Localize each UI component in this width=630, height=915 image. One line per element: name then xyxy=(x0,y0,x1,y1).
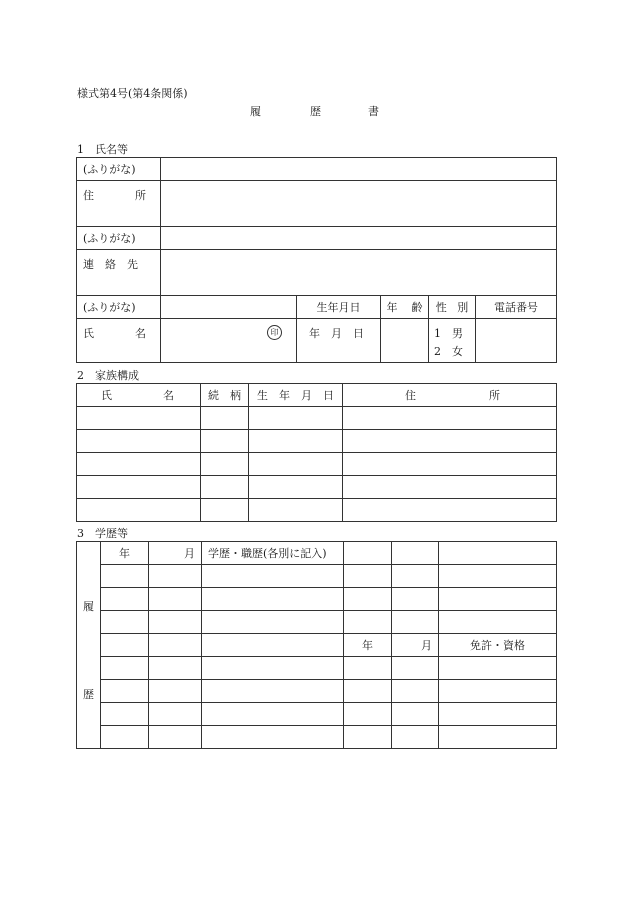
phone-field[interactable] xyxy=(476,319,557,363)
history-col-year: 年 xyxy=(101,542,149,565)
family-row xyxy=(77,476,557,499)
address-label-b: 所 xyxy=(135,189,146,202)
seal-icon: 印 xyxy=(267,325,282,340)
history-row xyxy=(77,680,557,703)
sex-option-male: 1 男 xyxy=(434,327,463,340)
address-field[interactable] xyxy=(161,181,557,227)
furigana-field-3[interactable] xyxy=(161,296,297,319)
family-col-relation: 続 柄 xyxy=(201,384,249,407)
birthdate-field[interactable]: 年 月 日 xyxy=(297,319,381,363)
section3-heading: 3 学歴等 xyxy=(77,527,128,540)
title-char-3: 書 xyxy=(368,105,379,118)
personal-info-table xyxy=(76,157,557,363)
furigana-name-field[interactable] xyxy=(161,158,557,181)
license-col-month: 月 xyxy=(392,634,439,657)
license-col-header: 免許・資格 xyxy=(439,634,557,657)
name-label xyxy=(83,325,160,341)
license-col-year: 年 xyxy=(344,634,392,657)
history-row xyxy=(77,726,557,749)
family-row xyxy=(77,407,557,430)
address-label xyxy=(83,187,160,203)
title-char-1: 履 xyxy=(250,105,261,118)
family-col-address-b: 所 xyxy=(489,389,500,402)
section1-heading: 1 氏名等 xyxy=(77,143,128,156)
address-label-a: 住 xyxy=(83,189,94,202)
sex-field[interactable] xyxy=(429,319,476,363)
history-row xyxy=(77,611,557,634)
age-field[interactable] xyxy=(381,319,429,363)
side-label-a: 履 xyxy=(83,600,94,613)
contact-field[interactable] xyxy=(161,250,557,296)
sex-option-female: 2 女 xyxy=(434,345,463,358)
family-col-name-b: 名 xyxy=(163,389,174,402)
family-row xyxy=(77,430,557,453)
history-row xyxy=(77,588,557,611)
history-row xyxy=(77,565,557,588)
form-number: 様式第4号(第4条関係) xyxy=(77,87,188,100)
name-label-b: 名 xyxy=(135,327,146,340)
family-row xyxy=(77,453,557,476)
name-field[interactable] xyxy=(161,319,297,363)
family-col-birthdate: 生 年 月 日 xyxy=(249,384,343,407)
name-label-a: 氏 xyxy=(83,327,94,340)
furigana-label-3: (ふりがな) xyxy=(77,296,161,319)
history-side-label xyxy=(77,542,101,749)
side-label-b: 歴 xyxy=(83,688,94,701)
sex-header-a: 性 xyxy=(435,301,447,314)
phone-header: 電話番号 xyxy=(476,296,557,319)
family-table xyxy=(76,383,557,522)
age-header-b: 齢 xyxy=(411,301,423,314)
contact-label: 連 絡 先 xyxy=(77,250,161,296)
family-col-name-a: 氏 xyxy=(101,389,112,402)
history-row xyxy=(77,657,557,680)
history-col-description: 学歴・職歴(各別に記入) xyxy=(202,542,344,565)
birthdate-header: 生年月日 xyxy=(297,296,381,319)
furigana-label-1: (ふりがな) xyxy=(77,158,161,181)
sex-header-b: 別 xyxy=(457,301,469,314)
education-history-table xyxy=(76,541,557,749)
furigana-label-2: (ふりがな) xyxy=(77,227,161,250)
history-row xyxy=(77,703,557,726)
history-row xyxy=(77,634,557,657)
history-col-month: 月 xyxy=(149,542,202,565)
family-row xyxy=(77,499,557,522)
section2-heading: 2 家族構成 xyxy=(77,369,139,382)
title-char-2: 歴 xyxy=(310,105,321,118)
age-header-a: 年 xyxy=(386,301,398,314)
family-col-address-a: 住 xyxy=(405,389,416,402)
furigana-contact-field[interactable] xyxy=(161,227,557,250)
